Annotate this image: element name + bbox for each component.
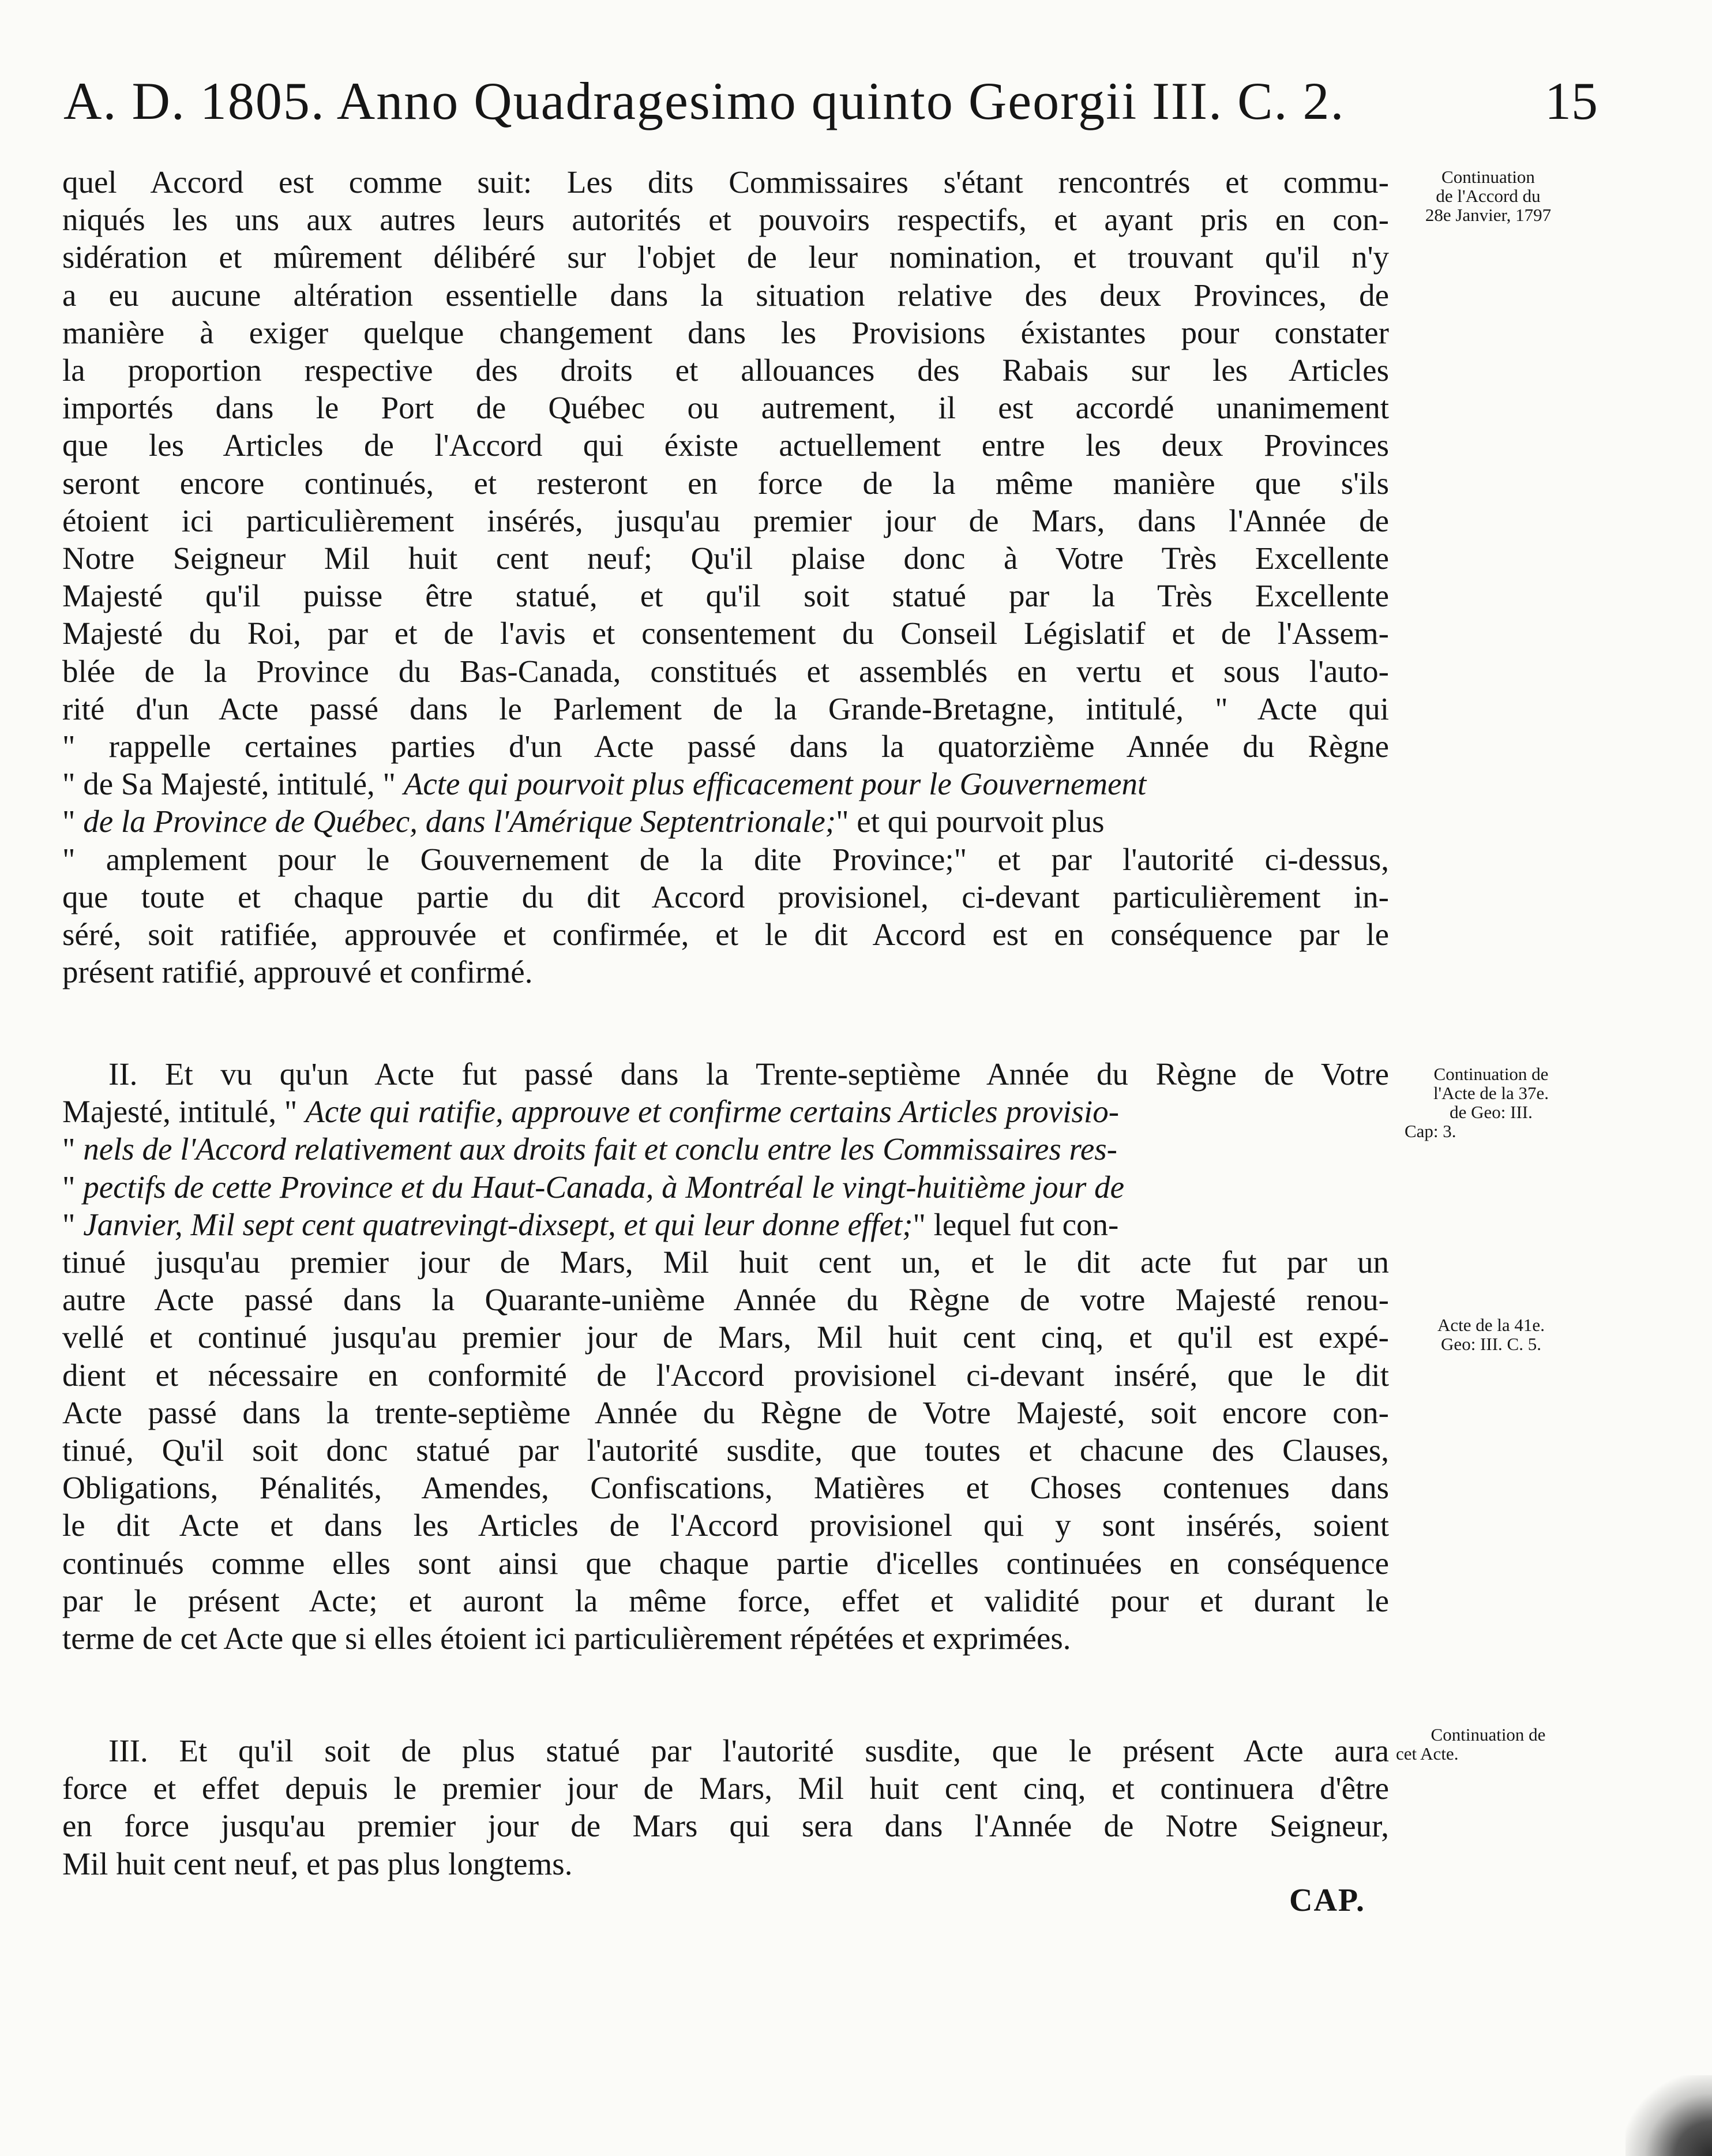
text-line: a eu aucune altération essentielle dans la situation relative des deux Provinces, de <box>62 277 1389 313</box>
text-line: vellé et continué jusqu'au premier jour de Mars, Mil huit cent cinq, et qu'il est expé- <box>62 1319 1389 1355</box>
text-line: sidération et mûrement délibéré sur l'objet de leur nomination, et trouvant qu'il n'y <box>62 239 1389 275</box>
text-line: que toute et chaque partie du dit Accord provisionel, ci-devant particulièrement in- <box>62 879 1389 914</box>
text-line <box>62 765 1389 803</box>
margin-note-line: Continuation de <box>1431 1724 1546 1745</box>
text-line: seront encore continués, et resteront en force de la même manière que s'ils <box>62 465 1389 501</box>
scan-artifact <box>1625 2075 1712 2156</box>
quote-mark: " <box>62 1206 76 1242</box>
text-line: Obligations, Pénalités, Amendes, Confiscations, Matières et Choses contenues dans <box>62 1470 1389 1506</box>
text-line: " rappelle certaines parties d'un Acte passé dans la quatorzième Année du Règne <box>62 729 1389 764</box>
margin-note-line: cet Acte. <box>1396 1743 1459 1764</box>
quote-mark: " <box>62 804 76 839</box>
running-header <box>63 69 1598 133</box>
text-line <box>62 1130 1389 1168</box>
text-line: que les Articles de l'Accord qui éxiste actuellement entre les deux Provinces <box>62 428 1389 463</box>
text-line: II. Et vu qu'un Acte fut passé dans la Trente-septième Année du Règne de Votre <box>108 1056 1389 1092</box>
text-line: Majesté qu'il puisse être statué, et qu'il soit statué par la Très Excellente <box>62 578 1389 614</box>
margin-note-1 <box>1390 167 1586 224</box>
text-run: Majesté, intitulé, " <box>62 1094 298 1130</box>
text-run: " lequel fut con- <box>913 1206 1119 1242</box>
text-line <box>62 803 1389 840</box>
text-line: la proportion respective des droits et allouances des Rabais sur les Articles <box>62 353 1389 388</box>
text-run: " et qui pourvoit plus <box>836 804 1105 839</box>
text-line: dient et nécessaire en conformité de l'Accord provisionel ci-devant inséré, que le dit <box>62 1357 1389 1393</box>
text-line: continués comme elles sont ainsi que chaque partie d'icelles continuées en conséquence <box>62 1545 1389 1581</box>
page-number: 15 <box>1545 72 1598 130</box>
text-line <box>62 1206 1389 1243</box>
text-line <box>62 1168 1389 1206</box>
text-line: Notre Seigneur Mil huit cent neuf; Qu'il plaise donc à Votre Très Excellente <box>62 541 1389 576</box>
text-line: rité d'un Acte passé dans le Parlement de la Grande-Bretagne, intitulé, " Acte qui <box>62 691 1389 726</box>
margin-note-line: Continuation de <box>1433 1064 1549 1084</box>
quote-mark: " <box>62 1131 76 1167</box>
margin-note-line: Acte de la 41e. <box>1437 1315 1545 1335</box>
margin-note-line: Geo: III. C. 5. <box>1441 1334 1541 1354</box>
text-line: tinué jusqu'au premier jour de Mars, Mil huit cent un, et le dit acte fut par un <box>62 1244 1389 1280</box>
text-line: étoient ici particulièrement insérés, jusqu'au premier jour de Mars, dans l'Année de <box>62 503 1389 538</box>
margin-note-3 <box>1393 1315 1589 1353</box>
text-line: Acte passé dans la trente-septième Année du Règne de Votre Majesté, soit encore con- <box>62 1394 1389 1430</box>
text-line: autre Acte passé dans la Quarante-unième Année du Règne de votre Majesté renou- <box>62 1282 1389 1318</box>
header-title: A. D. 1805. Anno Quadragesimo quinto Georgii III. C. 2. <box>63 72 1345 130</box>
italic-title: de la Province de Québec, dans l'Amérique Septentrionale; <box>83 804 836 839</box>
italic-title: Acte qui ratifie, approuve et confirme certains Articles provisio- <box>305 1094 1120 1130</box>
text-line: " amplement pour le Gouvernement de la dite Province;" et par l'autorité ci-dessus, <box>62 841 1389 877</box>
text-line: blée de la Province du Bas-Canada, constitués et assemblés en vertu et sous l'auto- <box>62 653 1389 689</box>
text-line: séré, soit ratifiée, approuvée et confirmée, et le dit Accord est en conséquence par le <box>62 917 1389 953</box>
quote-mark: " <box>62 1169 76 1205</box>
text-line: niqués les uns aux autres leurs autorités et pouvoirs respectifs, et ayant pris en con- <box>62 202 1389 238</box>
paragraph-2 <box>62 1055 1389 1657</box>
italic-title: pectifs de cette Province et du Haut-Canada, à Montréal le vingt-huitième jour de <box>83 1169 1125 1205</box>
margin-note-line: Continuation <box>1441 167 1535 187</box>
text-line: le dit Acte et dans les Articles de l'Accord provisionel qui y sont insérés, soient <box>62 1508 1389 1543</box>
catchword: CAP. <box>1289 1883 1365 1918</box>
text-line: tinué, Qu'il soit donc statué par l'autorité susdite, que toutes et chacune des Clauses, <box>62 1433 1389 1468</box>
margin-note-line: de l'Accord du <box>1436 186 1541 206</box>
text-line: terme de cet Acte que si elles étoient ici particulièrement répétées et exprimées. <box>62 1621 1071 1656</box>
text-line: en force jusqu'au premier jour de Mars qui sera dans l'Année de Notre Seigneur, <box>62 1808 1389 1844</box>
text-line: Mil huit cent neuf, et pas plus longtems. <box>62 1846 573 1881</box>
paragraph-1 <box>62 163 1389 991</box>
text-line: force et effet depuis le premier jour de Mars, Mil huit cent cinq, et continuera d'être <box>62 1771 1389 1806</box>
text-line: manière à exiger quelque changement dans les Provisions éxistantes pour constater <box>62 314 1389 350</box>
text-line: importés dans le Port de Québec ou autrement, il est accordé unanimement <box>62 390 1389 426</box>
text-line: Majesté du Roi, par et de l'avis et consentement du Conseil Législatif et de l'Assem- <box>62 616 1389 651</box>
margin-note-line: Cap: 3. <box>1405 1121 1456 1141</box>
text-line: quel Accord est comme suit: Les dits Commissaires s'étant rencontrés et commu- <box>62 164 1389 200</box>
italic-title: Acte qui pourvoit plus efficacement pour le Gouvernement <box>403 766 1147 802</box>
text-line: III. Et qu'il soit de plus statué par l'autorité susdite, que le présent Acte aura <box>108 1733 1389 1768</box>
text-line <box>62 1093 1389 1130</box>
italic-title: Janvier, Mil sept cent quatrevingt-dixsept, et qui leur donne effet; <box>83 1206 913 1242</box>
margin-note-line: 28e Janvier, 1797 <box>1425 205 1552 225</box>
margin-note-line: l'Acte de la 37e. <box>1433 1083 1549 1103</box>
text-run: " de Sa Majesté, intitulé, " <box>62 766 396 802</box>
text-line: par le présent Acte; et auront la même force, effet et validité pour et durant le <box>62 1583 1389 1618</box>
margin-note-2 <box>1393 1064 1589 1141</box>
text-line: présent ratifié, approuvé et confirmé. <box>62 954 533 990</box>
margin-note-4 <box>1390 1725 1586 1763</box>
italic-title: nels de l'Accord relativement aux droits fait et conclu entre les Commissaires res- <box>83 1131 1117 1167</box>
margin-note-line: de Geo: III. <box>1450 1102 1533 1122</box>
paragraph-3 <box>62 1732 1389 1883</box>
